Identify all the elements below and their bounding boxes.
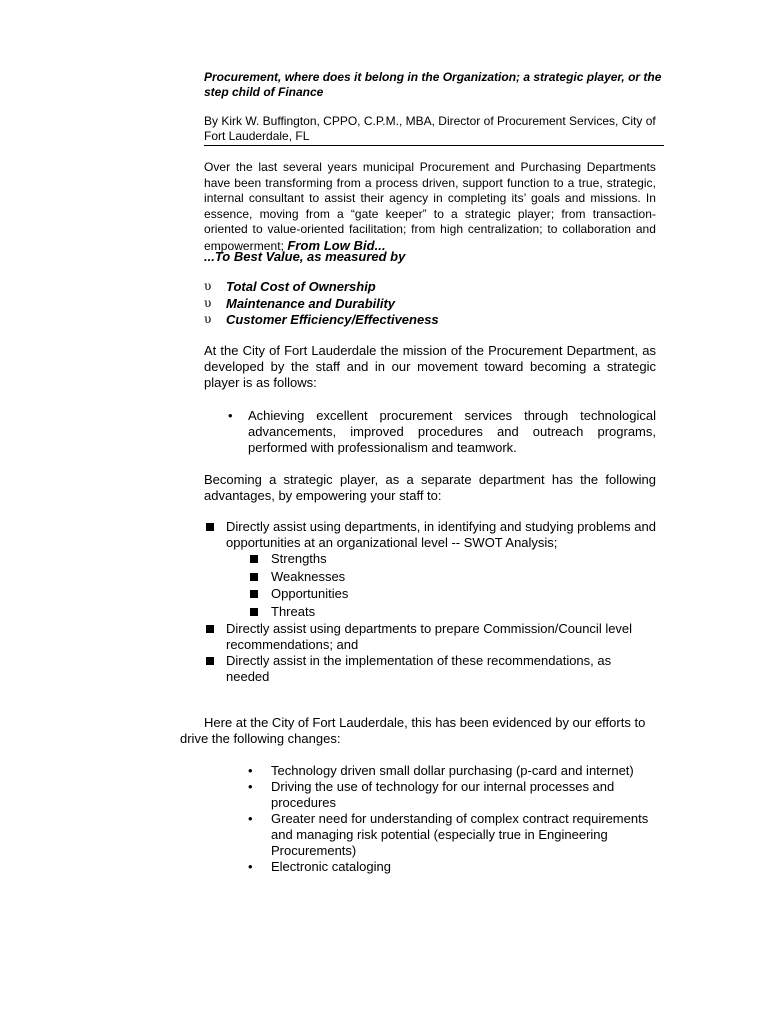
advantage-text: Directly assist using departments to prepare Commission/Council level recommendations; and [226,621,633,652]
list-item [248,763,658,779]
intro-paragraph [204,160,656,254]
list-item [204,312,664,329]
best-value-heading: ...To Best Value, as measured by [204,249,406,264]
square-bullet-icon [206,625,214,633]
square-bullet-icon [250,590,258,598]
intro-emphasis: From Low Bid... [287,237,386,253]
swot-label: Weaknesses [271,568,346,584]
advantage-text: Directly assist in the implementation of these recommendations, as needed [226,653,612,684]
change-text: Technology driven small dollar purchasing (p-card and internet) [271,763,634,778]
bullet-dot-icon: • [248,763,253,778]
list-item [204,621,656,653]
list-item [248,779,658,811]
value-item-label: Total Cost of Ownership [226,279,376,294]
swot-item [204,586,656,604]
swot-item [204,551,656,569]
advantages-paragraph: Becoming a strategic player, as a separate department has the following advantages, by empowering your staff to: [204,472,656,503]
square-bullet-icon [250,555,258,563]
list-item [204,279,664,296]
swot-item [204,569,656,587]
advantage-text: Directly assist using departments, in identifying and studying problems and opportunities at an organizational level -- SWOT Analysis; [226,519,656,550]
swot-label: Opportunities [271,586,349,601]
change-text: Driving the use of technology for our internal processes and procedures [271,779,615,810]
swot-label: Strengths [271,551,327,566]
intro-text: Over the last several years municipal Procurement and Purchasing Departments have been transforming from a process driven, support function to a true, strategic, internal consultant to assist their agency in completing its’ goals and missions. In essence, moving from a “gate keeper” to a strategic player; from transaction-oriented to value-oriented facilitation; from high centralization; to collaboration and empowerment; [204,160,656,253]
list-item [204,653,656,685]
byline: By Kirk W. Buffington, CPPO, C.P.M., MBA, Director of Procurement Services, City of Fort Lauderdale, FL [204,114,664,146]
swot-item [204,604,656,622]
value-measures-list [204,279,664,329]
change-text: Electronic cataloging [271,859,391,874]
upsilon-bullet-icon: υ [204,312,212,326]
change-text: Greater need for understanding of complex contract requirements and managing risk potential (especially true in Engineering Procurements) [271,811,649,858]
upsilon-bullet-icon: υ [204,279,212,293]
square-bullet-icon [206,523,214,531]
square-bullet-icon [206,657,214,665]
bullet-dot-icon: • [228,408,233,423]
mission-paragraph: At the City of Fort Lauderdale the mission of the Procurement Department, as developed by the staff and in our movement toward becoming a strategic player is as follows: [204,343,656,390]
value-item-label: Customer Efficiency/Effectiveness [226,312,439,327]
list-item [204,296,664,313]
list-item [248,811,658,859]
changes-list [248,763,658,875]
upsilon-bullet-icon: υ [204,295,212,310]
evidence-paragraph: Here at the City of Fort Lauderdale, this has been evidenced by our efforts to drive the following changes: [180,715,646,746]
bullet-dot-icon: • [248,811,253,826]
list-item [204,519,656,551]
square-bullet-icon [250,608,258,616]
mission-bullet-text: Achieving excellent procurement services through technological advancements, improved procedures and outreach programs, performed with professionalism and teamwork. [248,408,656,455]
bullet-dot-icon: • [248,859,253,874]
article-title: Procurement, where does it belong in the Organization; a strategic player, or the step child of Finance [204,70,662,99]
advantages-list [204,519,656,685]
swot-label: Threats [271,603,316,619]
bullet-dot-icon: • [248,779,253,794]
value-item-label: Maintenance and Durability [226,295,396,311]
list-item [248,859,658,875]
square-bullet-icon [250,573,258,581]
